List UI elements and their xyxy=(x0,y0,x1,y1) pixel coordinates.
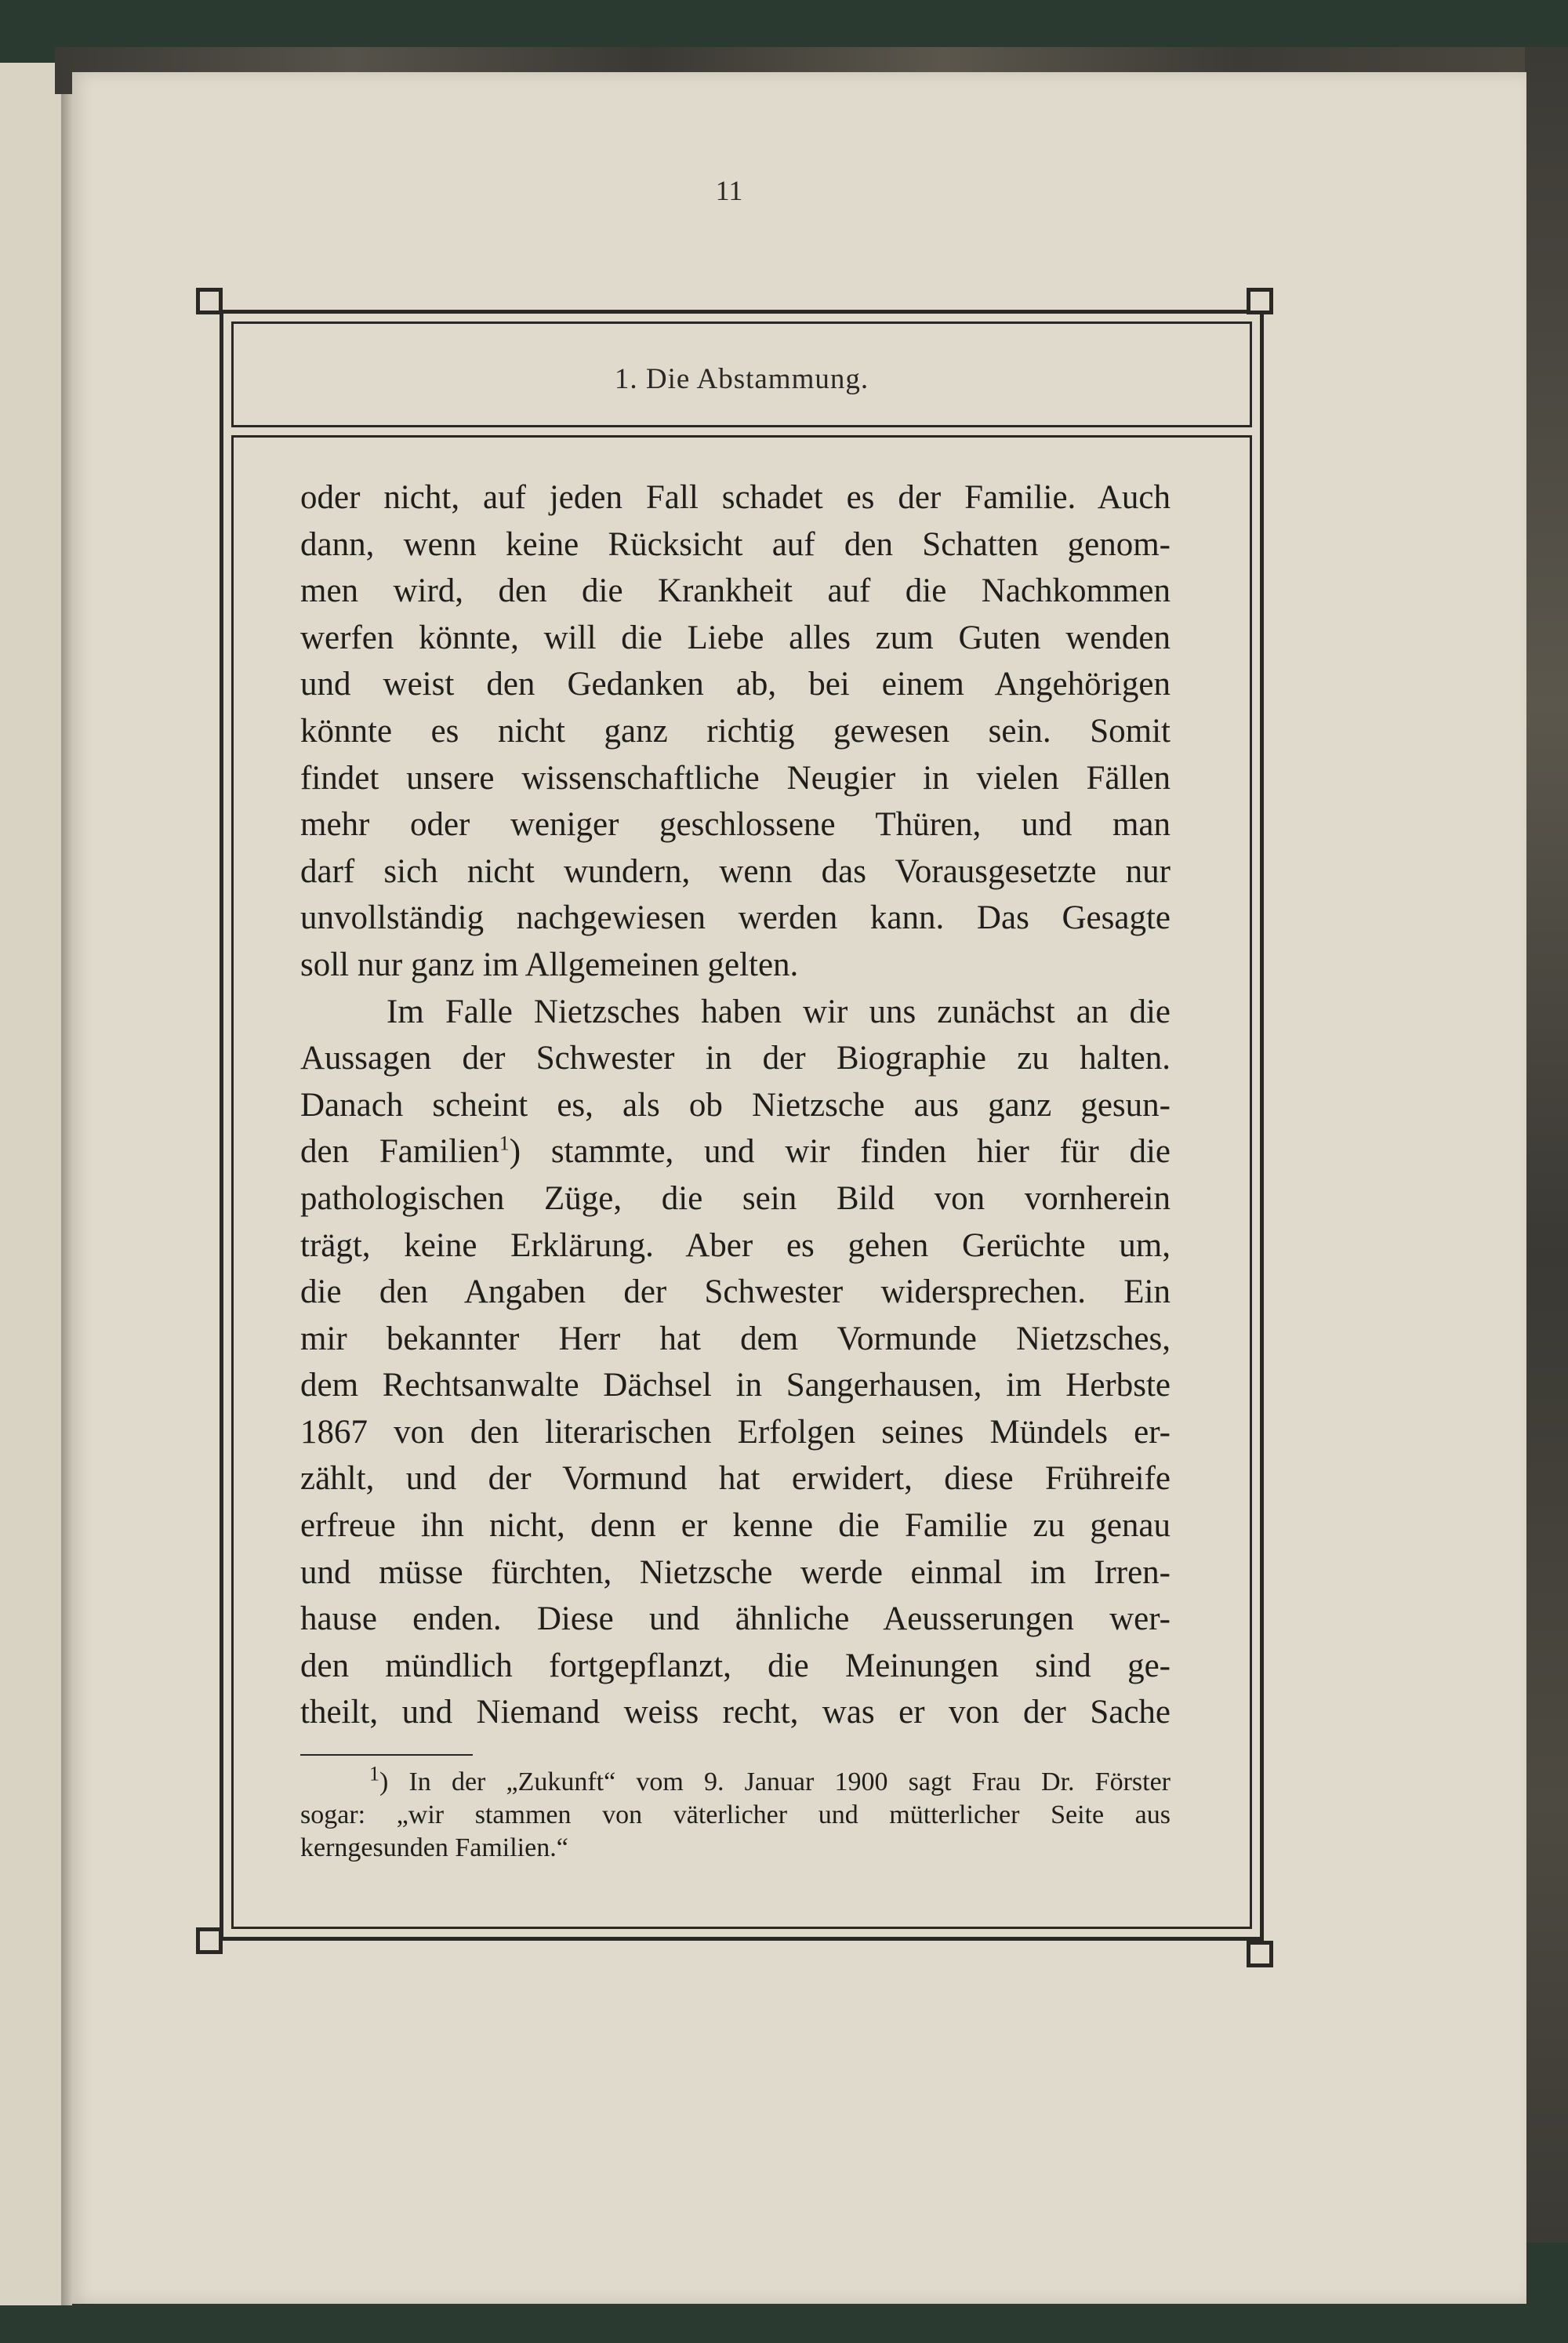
text-line: soll nur ganz im Allgemeinen gelten. xyxy=(300,946,799,983)
text-line: die den Angaben der Schwester widersprechen. Ein xyxy=(300,1273,1171,1311)
footnote-separator xyxy=(300,1754,473,1756)
text-line: hause enden. Diese und ähnliche Aeusserungen wer- xyxy=(300,1600,1171,1638)
text-line: mehr oder weniger geschlossene Thüren, und man xyxy=(300,806,1171,844)
text-line: unvollständig nachgewiesen werden kann. Das Gesagte xyxy=(300,899,1171,937)
text-line: Danach scheint es, als ob Nietzsche aus ganz gesun- xyxy=(300,1086,1171,1124)
text-line: trägt, keine Erklärung. Aber es gehen Gerüchte um, xyxy=(300,1226,1171,1264)
footnote-line: kerngesunden Familien.“ xyxy=(300,1833,568,1862)
footnote xyxy=(300,1762,1171,1865)
text-line: darf sich nicht wundern, wenn das Vorausgesetzte nur xyxy=(300,852,1171,890)
text-line: Im Falle Nietzsches haben wir uns zunächst an die xyxy=(387,993,1171,1030)
text-line: den mündlich fortgepflanzt, die Meinungen sind ge- xyxy=(300,1647,1171,1684)
text-line: werfen könnte, will die Liebe alles zum Guten wenden xyxy=(300,619,1171,656)
frame-corner-bottom-right xyxy=(1247,1941,1273,1967)
text-line: findet unsere wissenschaftliche Neugier in vielen Fällen xyxy=(300,759,1171,797)
text-line: dem Rechtsanwalte Dächsel in Sangerhausen, im Herbste xyxy=(300,1367,1171,1404)
text-line: 1867 von den literarischen Erfolgen seines Mündels er- xyxy=(300,1413,1171,1451)
book-cover-right xyxy=(1525,47,1568,2243)
footnote-line-text: ) In der „Zukunft“ vom 9. Januar 1900 sagt Frau Dr. Förster xyxy=(379,1767,1171,1796)
text-line: zählt, und der Vormund hat erwidert, diese Frühreife xyxy=(300,1460,1171,1498)
footnote-line xyxy=(300,1762,1171,1799)
chapter-title: 1. Die Abstammung. xyxy=(614,363,869,395)
text-line: dann, wenn keine Rücksicht auf den Schatten genom- xyxy=(300,525,1171,563)
text-line: und müsse fürchten, Nietzsche werde einmal im Irren- xyxy=(300,1553,1171,1591)
footnote-ref-prefix: den Familien xyxy=(300,1133,499,1171)
text-line: oder nicht, auf jeden Fall schadet es der Familie. Auch xyxy=(300,479,1171,516)
frame-corner-top-left xyxy=(196,288,223,314)
text-line: men wird, den die Krankheit auf die Nachkommen xyxy=(300,572,1171,610)
text-line: pathologischen Züge, die sein Bild von vornherein xyxy=(300,1179,1171,1217)
footnote-ref-suffix: ) xyxy=(509,1133,521,1171)
text-line: mir bekannter Herr hat dem Vormunde Nietzsches, xyxy=(300,1320,1171,1357)
text-line-rest: stammte, und wir finden hier für die xyxy=(550,1133,1171,1171)
footnote-marker: 1 xyxy=(369,1762,379,1785)
footnote-line: sogar: „wir stammen von väterlicher und mütterlicher Seite aus xyxy=(300,1800,1171,1829)
text-line: erfreue ihn nicht, denn er kenne die Familie zu genau xyxy=(300,1507,1171,1545)
body-text xyxy=(300,474,1171,1736)
footnote-ref-marker: 1 xyxy=(499,1132,510,1155)
page-number: 11 xyxy=(715,175,743,206)
text-line: theilt, und Niemand weiss recht, was er von der Sache xyxy=(300,1694,1171,1731)
frame-corner-top-right xyxy=(1247,288,1273,314)
frame-corner-bottom-left xyxy=(196,1927,223,1954)
text-line: könnte es nicht ganz richtig gewesen sein. Somit xyxy=(300,712,1171,750)
text-line: und weist den Gedanken ab, bei einem Angehörigen xyxy=(300,666,1171,703)
text-line: Aussagen der Schwester in der Biographie zu halten. xyxy=(300,1040,1171,1077)
facing-page-edge xyxy=(0,63,61,2305)
book-gutter xyxy=(61,63,72,2305)
text-line-with-footnote-ref xyxy=(300,1128,1171,1175)
